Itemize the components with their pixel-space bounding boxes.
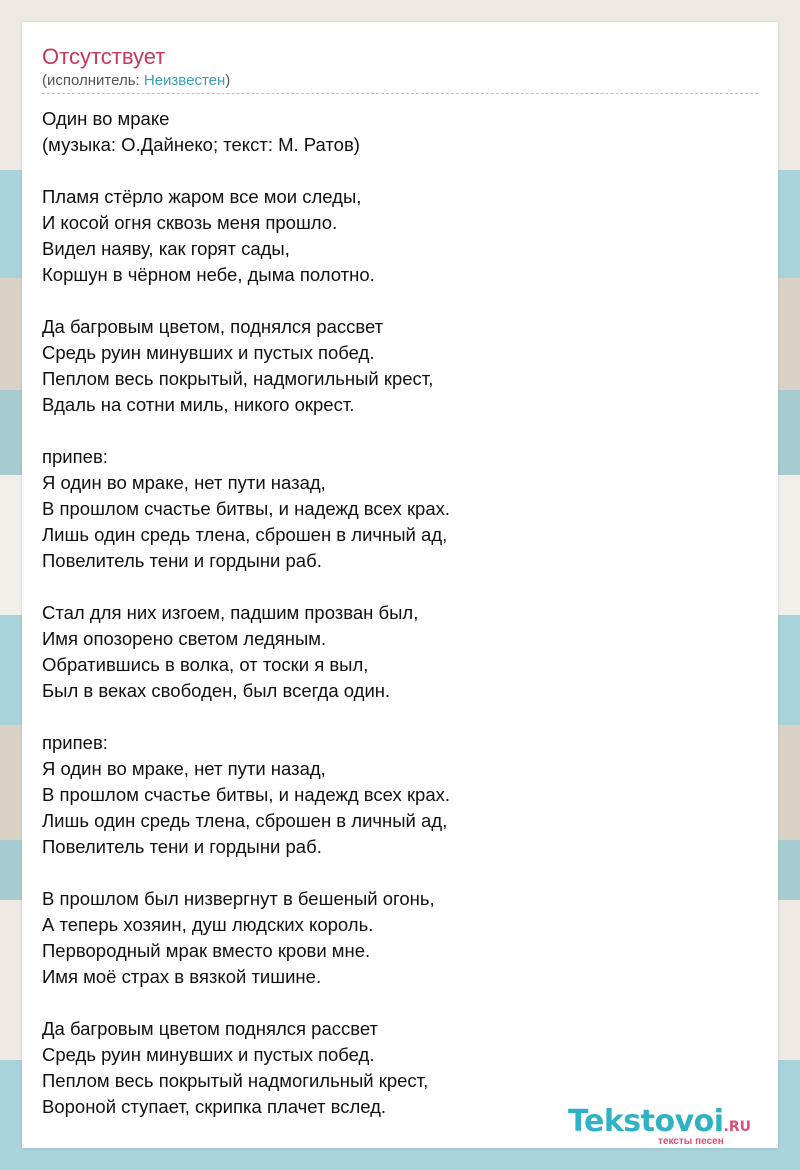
lyric-line: Был в веках свободен, был всегда один.	[42, 680, 391, 701]
lyric-line: (музыка: О.Дайнеко; текст: М. Ратов)	[42, 134, 360, 155]
stanza-break	[42, 574, 758, 600]
lyric-line: Да багровым цветом поднялся рассвет	[42, 1018, 379, 1039]
artist-link[interactable]: Неизвестен	[143, 72, 226, 89]
logo-name: Tekstovoi	[568, 1104, 724, 1139]
artist-suffix: )	[225, 72, 231, 89]
stanza-break	[42, 990, 758, 1016]
lyric-line: Имя моё страх в вязкой тишине.	[42, 966, 322, 987]
lyric-line: Повелитель тени и гордыни раб.	[42, 836, 322, 857]
logo-tld: .RU	[723, 1119, 752, 1135]
lyrics-text	[42, 106, 758, 1120]
stanza-break	[42, 418, 758, 444]
lyric-line: Я один во мраке, нет пути назад,	[42, 758, 326, 779]
song-title: Отсутствует	[42, 44, 166, 69]
logo-tagline: тексты песен	[658, 1136, 724, 1147]
lyric-line: Стал для них изгоем, падшим прозван был,	[42, 602, 419, 623]
lyric-line: Вдаль на сотни миль, никого окрест.	[42, 394, 355, 415]
lyric-line: Пеплом весь покрытый, надмогильный крест,	[42, 368, 434, 389]
lyric-line: Один во мраке	[42, 108, 170, 129]
site-logo[interactable]	[568, 1105, 773, 1151]
artist-prefix: (исполнитель:	[42, 72, 144, 89]
stanza-break	[42, 704, 758, 730]
stanza-break	[42, 288, 758, 314]
lyric-line: Пламя стёрло жаром все мои следы,	[42, 186, 362, 207]
lyric-line: Пеплом весь покрытый надмогильный крест,	[42, 1070, 429, 1091]
lyric-line: Вороной ступает, скрипка плачет вслед.	[42, 1096, 387, 1117]
lyric-line: А теперь хозяин, душ людских король.	[42, 914, 374, 935]
lyric-line: Да багровым цветом, поднялся рассвет	[42, 316, 384, 337]
lyric-line: Лишь один средь тлена, сброшен в личный ад,	[42, 810, 448, 831]
artist-line	[42, 72, 230, 90]
lyric-line: В прошлом был низвергнут в бешеный огонь,	[42, 888, 435, 909]
lyrics-card	[22, 22, 778, 1148]
lyric-line: И косой огня сквозь меня прошло.	[42, 212, 338, 233]
lyric-line: Видел наяву, как горят сады,	[42, 238, 290, 259]
lyric-line: Коршун в чёрном небе, дыма полотно.	[42, 264, 375, 285]
lyric-line: В прошлом счастье битвы, и надежд всех крах.	[42, 498, 451, 519]
lyric-line: Средь руин минувших и пустых побед.	[42, 1044, 375, 1065]
lyric-line: Лишь один средь тлена, сброшен в личный ад,	[42, 524, 448, 545]
lyric-line: Обратившись в волка, от тоски я выл,	[42, 654, 369, 675]
lyric-line: Имя опозорено светом ледяным.	[42, 628, 327, 649]
lyric-line: Первородный мрак вместо крови мне.	[42, 940, 371, 961]
lyric-line: Я один во мраке, нет пути назад,	[42, 472, 326, 493]
stanza-break	[42, 860, 758, 886]
lyric-line: припев:	[42, 732, 108, 753]
title-divider	[42, 93, 758, 94]
lyric-line: Повелитель тени и гордыни раб.	[42, 550, 322, 571]
stanza-break	[42, 158, 758, 184]
lyric-line: Средь руин минувших и пустых побед.	[42, 342, 375, 363]
lyric-line: припев:	[42, 446, 108, 467]
lyric-line: В прошлом счастье битвы, и надежд всех крах.	[42, 784, 451, 805]
